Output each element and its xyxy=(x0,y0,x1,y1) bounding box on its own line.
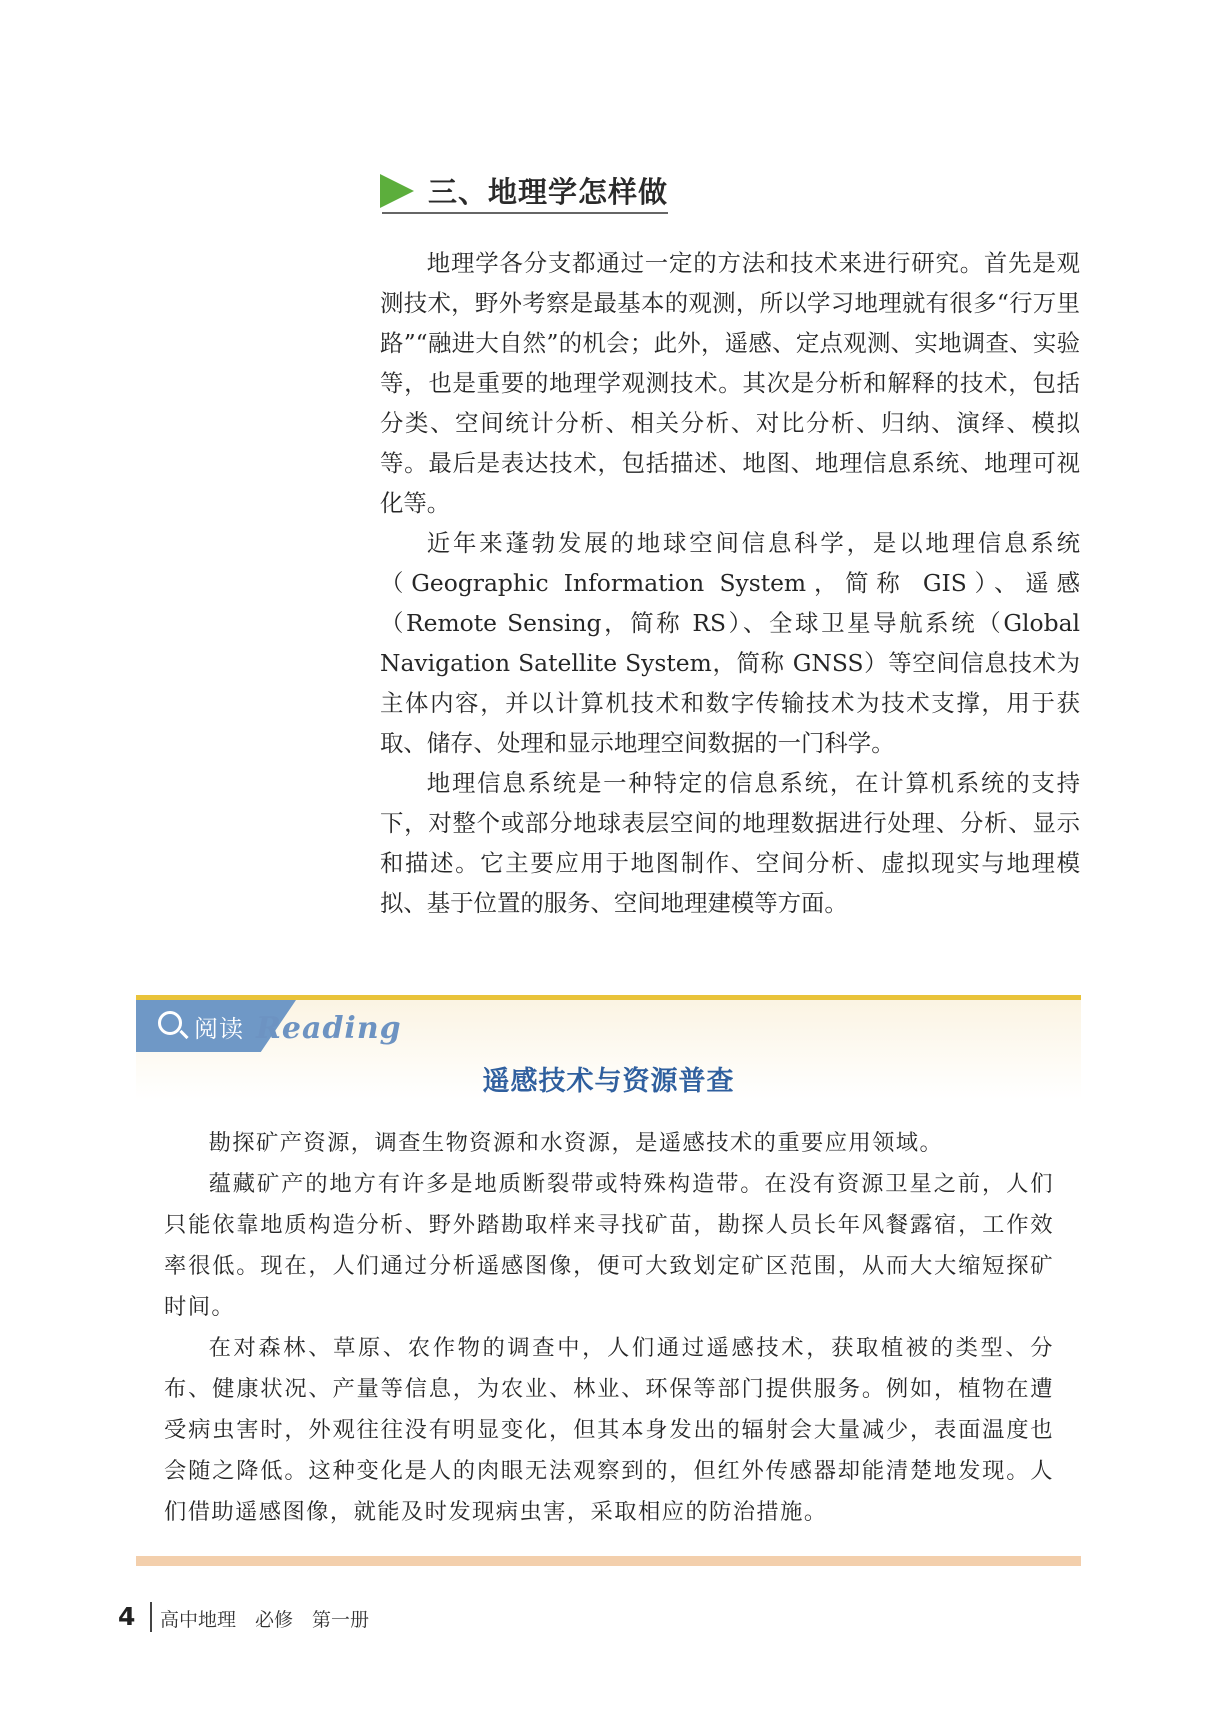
paragraph: 地理学各分支都通过一定的方法和技术来进行研究。首先是观测技术，野外考察是最基本的观测，所以学习地理就有很多“行万里路”“融进大自然”的机会；此外，遥感、定点观测、实地调查、实验等，也是重要的地理学观测技术。其次是分析和解释的技术，包括分类、空间统计分析、相关分析、对比分析、归纳、演绎、模拟等。最后是表达技术，包括描述、地图、地理信息系统、地理可视化等。 xyxy=(380,249,1080,517)
reading-body xyxy=(164,1123,1054,1533)
reading-label: 阅读 xyxy=(194,1015,244,1043)
paragraph: 地理信息系统是一种特定的信息系统，在计算机系统的支持下，对整个或部分地球表层空间的地理数据进行处理、分析、显示和描述。它主要应用于地图制作、空间分析、虚拟现实与地理模拟、基于位置的服务、空间地理建模等方面。 xyxy=(380,769,1080,917)
reading-title: 遥感技术与资源普查 xyxy=(482,1066,735,1097)
magnifier-icon xyxy=(158,1011,182,1035)
section-heading xyxy=(380,168,670,218)
section-title: 三、地理学怎样做 xyxy=(428,175,669,209)
reading-paragraph: 勘探矿产资源，调查生物资源和水资源，是遥感技术的重要应用领域。 xyxy=(208,1130,944,1156)
body-text xyxy=(380,243,1080,923)
page-number: 4 xyxy=(118,1602,136,1631)
reading-bottom-bar xyxy=(136,1556,1081,1566)
paragraph: 近年来蓬勃发展的地球空间信息科学，是以地理信息系统（Geographic Information System，简称 GIS）、遥感（Remote Sensing，简称 RS）、全球卫星导航系统（Global Navigation Satellite System，简称 GNSS）等空间信息技术为主体内容，并以计算机技术和数字传输技术为技术支撑，用于获取、储存、处理和显示地理空间数据的一门科学。 xyxy=(380,529,1080,757)
book-title: 高中地理 必修 第一册 xyxy=(160,1609,370,1631)
footer-divider xyxy=(150,1602,152,1632)
reading-paragraph: 在对森林、草原、农作物的调查中，人们通过遥感技术，获取植被的类型、分布、健康状况、产量等信息，为农业、林业、环保等部门提供服务。例如，植物在遭受病虫害时，外观往往没有明显变化，但其本身发出的辐射会大量减少，表面温度也会随之降低。这种变化是人的肉眼无法观察到的，但红外传感器却能清楚地发现。人们借助遥感图像，就能及时发现病虫害，采取相应的防治措施。 xyxy=(164,1335,1054,1525)
reading-box xyxy=(136,995,1081,1568)
reading-script-label: Reading xyxy=(256,1011,402,1046)
section-underline xyxy=(382,212,668,214)
play-triangle-icon xyxy=(380,174,414,208)
reading-paragraph: 蕴藏矿产的地方有许多是地质断裂带或特殊构造带。在没有资源卫星之前，人们只能依靠地质构造分析、野外踏勘取样来寻找矿苗，勘探人员长年风餐露宿，工作效率很低。现在，人们通过分析遥感图像，便可大致划定矿区范围，从而大大缩短探矿时间。 xyxy=(164,1171,1054,1320)
